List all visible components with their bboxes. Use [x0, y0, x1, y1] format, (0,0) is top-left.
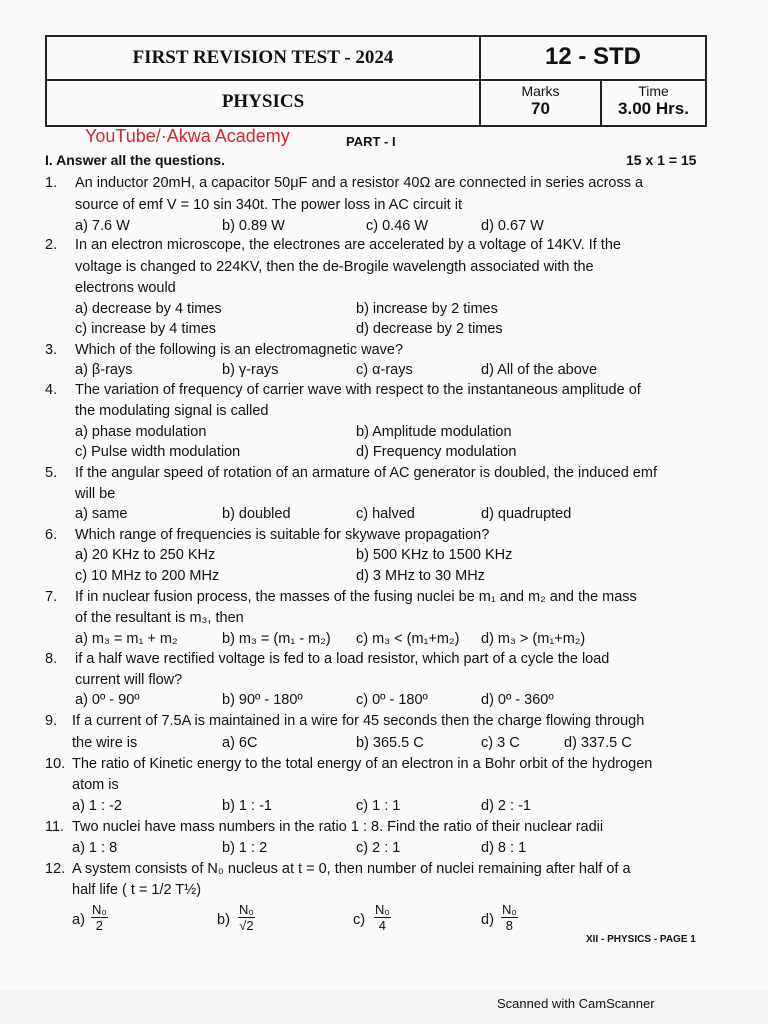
- fraction-numerator: N₀: [375, 902, 390, 917]
- scanner-credit: Scanned with CamScanner: [497, 996, 655, 1011]
- time-label: Time: [638, 83, 669, 99]
- marks-value: 70: [531, 99, 550, 118]
- marks-scheme: 15 x 1 = 15: [626, 152, 697, 168]
- question-text: current will flow?: [75, 672, 183, 688]
- page-footer: XII - PHYSICS - PAGE 1: [586, 934, 696, 945]
- fraction-numerator: N₀: [92, 902, 107, 917]
- option: c) halved: [356, 506, 415, 522]
- option: a) 6C: [222, 735, 258, 751]
- question-text: if a half wave rectified voltage is fed to a load resistor, which part of a cycle the load: [75, 651, 610, 667]
- question-text: half life ( t = 1/2 T½): [72, 882, 202, 898]
- standard-label: 12 - STD: [544, 43, 642, 70]
- option: b) 365.5 C: [356, 735, 424, 751]
- option: b) doubled: [222, 506, 291, 522]
- option: a) 7.6 W: [75, 218, 130, 234]
- question-text: the modulating signal is called: [75, 403, 269, 419]
- fraction-denominator: 8: [505, 918, 514, 933]
- question-text: atom is: [72, 777, 119, 793]
- instruction: I. Answer all the questions.: [45, 152, 225, 168]
- fraction-denominator: 4: [378, 918, 387, 933]
- option: a): [72, 912, 85, 928]
- fraction-numerator: N₀: [239, 902, 254, 917]
- option: c) m₃ < (m₁+m₂): [356, 631, 460, 647]
- question-text: will be: [75, 486, 116, 502]
- fraction: [238, 902, 255, 933]
- option: d) 8 : 1: [481, 840, 527, 856]
- option: d) Frequency modulation: [356, 444, 517, 460]
- question-text: The ratio of Kinetic energy to the total energy of an electron in a Bohr orbit of the hydrogen: [72, 756, 653, 772]
- option: a) β-rays: [75, 362, 133, 378]
- option: d) All of the above: [481, 362, 598, 378]
- question-number: 5.: [45, 465, 58, 481]
- question-text: the wire is: [72, 735, 138, 751]
- option: c) 1 : 1: [356, 798, 401, 814]
- option: d) quadrupted: [481, 506, 572, 522]
- option: b) 90º - 180º: [222, 692, 303, 708]
- question-number: 11.: [45, 819, 65, 835]
- question-text: In an electron microscope, the electrones are accelerated by a voltage of 14KV. If the: [75, 237, 621, 253]
- question-number: 9.: [45, 713, 58, 729]
- option: d) decrease by 2 times: [356, 321, 503, 337]
- part-heading: PART - I: [346, 134, 396, 149]
- option: c) 10 MHz to 200 MHz: [75, 568, 220, 584]
- option: c) increase by 4 times: [75, 321, 217, 337]
- question-number: 3.: [45, 342, 58, 358]
- watermark-text: YouTube/·Akwa Academy: [85, 126, 290, 146]
- fraction: [374, 902, 391, 933]
- option: a) 0º - 90º: [75, 692, 140, 708]
- option: d) 3 MHz to 30 MHz: [356, 568, 485, 584]
- fraction-denominator: 2: [95, 918, 104, 933]
- option: c) 0º - 180º: [356, 692, 428, 708]
- question-text: The variation of frequency of carrier wave with respect to the instantaneous amplitude of: [75, 382, 641, 398]
- option: a) 1 : 8: [72, 840, 118, 856]
- fraction: [91, 902, 108, 933]
- option: a) 1 : -2: [72, 798, 122, 814]
- question-number: 12.: [45, 861, 66, 877]
- time-cell: [602, 83, 705, 118]
- question-text: If a current of 7.5A is maintained in a wire for 45 seconds then the charge flowing through: [72, 713, 645, 729]
- option: d) 337.5 C: [564, 735, 632, 751]
- question-text: voltage is changed to 224KV, then the de-Brogile wavelength associated with the: [75, 259, 594, 275]
- exam-title: FIRST REVISION TEST - 2024: [132, 47, 394, 68]
- option: a) 20 KHz to 250 KHz: [75, 547, 216, 563]
- question-number: 2.: [45, 237, 58, 253]
- question-text: An inductor 20mH, a capacitor 50μF and a resistor 40Ω are connected in series across a: [75, 175, 644, 191]
- option: a) decrease by 4 times: [75, 301, 222, 317]
- question-text: electrons would: [75, 280, 176, 296]
- option: c) α-rays: [356, 362, 413, 378]
- option: d) m₃ > (m₁+m₂): [481, 631, 586, 647]
- option: c) 2 : 1: [356, 840, 401, 856]
- option: c) 0.46 W: [366, 218, 429, 234]
- fraction: [501, 902, 518, 933]
- question-text: Which of the following is an electromagnetic wave?: [75, 342, 404, 358]
- question-text: source of emf V = 10 sin 340t. The power loss in AC circuit it: [75, 197, 462, 213]
- header-table: [45, 35, 707, 127]
- question-text: Two nuclei have mass numbers in the ratio 1 : 8. Find the ratio of their nuclear radii: [72, 819, 604, 835]
- question-number: 7.: [45, 589, 58, 605]
- divider: [47, 79, 705, 81]
- subject-label: PHYSICS: [221, 91, 305, 112]
- option: d): [481, 912, 494, 928]
- option: b): [217, 912, 230, 928]
- question-text: A system consists of N₀ nucleus at t = 0, then number of nuclei remaining after half of a: [72, 861, 631, 877]
- question-number: 8.: [45, 651, 58, 667]
- option: c) Pulse width modulation: [75, 444, 241, 460]
- option: b) m₃ = (m₁ - m₂): [222, 631, 331, 647]
- option: b) γ-rays: [222, 362, 279, 378]
- marks-cell: [481, 83, 600, 118]
- question-number: 1.: [45, 175, 58, 191]
- option: b) 500 KHz to 1500 KHz: [356, 547, 513, 563]
- question-number: 4.: [45, 382, 58, 398]
- option: b) 1 : -1: [222, 798, 272, 814]
- question-number: 6.: [45, 527, 58, 543]
- option: d) 0º - 360º: [481, 692, 554, 708]
- option: b) Amplitude modulation: [356, 424, 512, 440]
- question-text: Which range of frequencies is suitable for skywave propagation?: [75, 527, 490, 543]
- option: c) 3 C: [481, 735, 520, 751]
- marks-label: Marks: [521, 83, 560, 99]
- option: c): [353, 912, 366, 928]
- option: b) increase by 2 times: [356, 301, 498, 317]
- option: a) phase modulation: [75, 424, 207, 440]
- time-value: 3.00 Hrs.: [618, 99, 689, 118]
- fraction-denominator: √2: [239, 918, 254, 933]
- option: b) 1 : 2: [222, 840, 268, 856]
- option: d) 2 : -1: [481, 798, 531, 814]
- question-text: If the angular speed of rotation of an armature of AC generator is doubled, the induced emf: [75, 465, 657, 481]
- option: a) m₃ = m₁ + m₂: [75, 631, 178, 647]
- option: d) 0.67 W: [481, 218, 544, 234]
- question-text: of the resultant is m₃, then: [75, 610, 244, 626]
- fraction-numerator: N₀: [502, 902, 517, 917]
- question-number: 10.: [45, 756, 66, 772]
- option: a) same: [75, 506, 128, 522]
- question-text: If in nuclear fusion process, the masses of the fusing nuclei be m₁ and m₂ and the mass: [75, 589, 637, 605]
- option: b) 0.89 W: [222, 218, 285, 234]
